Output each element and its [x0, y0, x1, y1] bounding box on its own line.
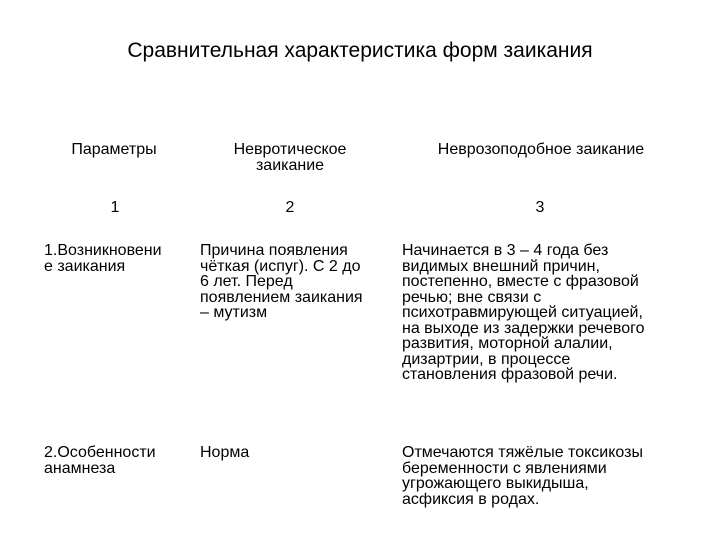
- row-anamnesis-neurosis-like: Отмечаются тяжёлые токсикозы беременности с явлениями угрожающего выкидыша, асфиксия в родах.: [402, 444, 643, 508]
- column-number-1: 1: [110, 199, 120, 216]
- header-neurotic-stuttering: Невротическое заикание: [233, 141, 347, 174]
- row-onset-neurotic: Причина появления чёткая (испуг). С 2 до 6 лет. Перед появлением заикания – мутизм: [200, 242, 363, 321]
- column-number-3: 3: [535, 199, 545, 216]
- row-onset-neurosis-like: Начинается в 3 – 4 года без видимых внешний причин, постепенно, вместе с фразовой речью; вне связи с психотравмирующей ситуацией, на выходе из задержки речевого развития, моторной алалии, дизартрии, в процессе становления фразовой речи.: [402, 242, 645, 383]
- header-neurosis-like-stuttering: Неврозоподобное заикание: [437, 141, 645, 158]
- row-anamnesis-parameter: 2.Особенности анамнеза: [44, 444, 156, 477]
- slide-title: Сравнительная характеристика форм заикания: [127, 39, 593, 62]
- column-number-2: 2: [285, 199, 295, 216]
- row-anamnesis-neurotic: Норма: [200, 444, 250, 461]
- row-onset-parameter: 1.Возникновени е заикания: [44, 242, 162, 275]
- header-parameters: Параметры: [71, 141, 157, 158]
